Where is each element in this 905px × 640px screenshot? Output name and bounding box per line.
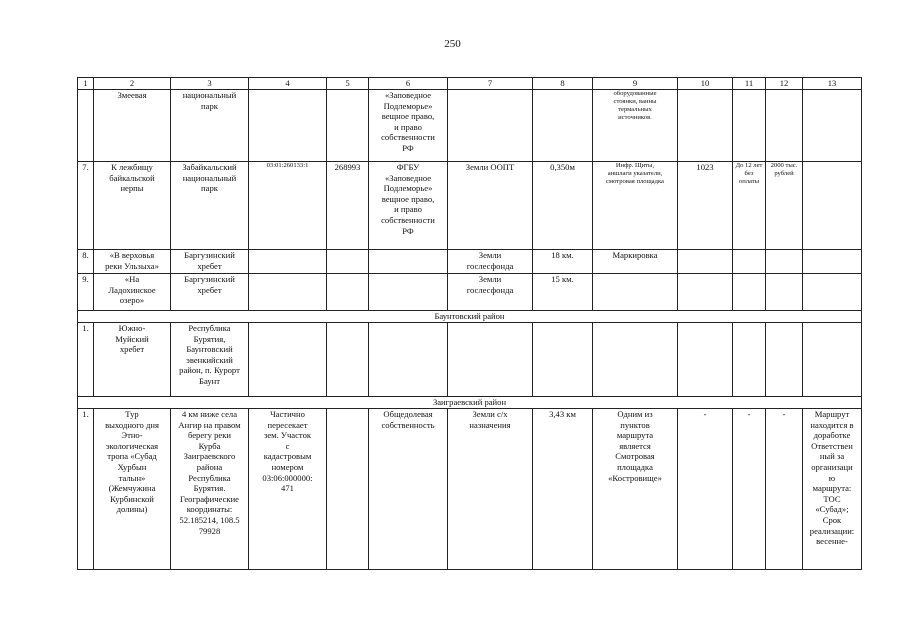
table-row (78, 274, 862, 311)
page-number: 250 (444, 38, 461, 50)
table-row (78, 162, 862, 250)
table-cell: «Заповедное Подлеморье» вещное право, и право собственности РФ (369, 90, 448, 162)
table-cell: национальный парк (171, 90, 249, 162)
table-cell (678, 90, 733, 162)
table-cell (733, 90, 766, 162)
table-cell: Инфр. Щиты, аншлаги указатели, смотровая площадка (593, 162, 678, 250)
header-cell: 11 (733, 78, 766, 90)
table-cell (593, 274, 678, 311)
header-cell: 5 (327, 78, 369, 90)
table-cell: - (766, 409, 803, 570)
header-cell: 7 (448, 78, 533, 90)
table-cell: 7. (78, 162, 94, 250)
table-cell: Баргузинский хребет (171, 274, 249, 311)
table-cell: 03:01:260133:1 (249, 162, 327, 250)
table-cell (733, 274, 766, 311)
table-cell: 9. (78, 274, 94, 311)
table-cell: 8. (78, 250, 94, 274)
header-cell: 10 (678, 78, 733, 90)
table-cell: Баргузинский хребет (171, 250, 249, 274)
header-cell: 4 (249, 78, 327, 90)
table-cell: ФГБУ «Заповедное Подлеморье» вещное право, и право собственности РФ (369, 162, 448, 250)
header-cell: 2 (94, 78, 171, 90)
table-row (78, 250, 862, 274)
table-cell (803, 274, 862, 311)
table-cell: 1. (78, 409, 94, 570)
table-cell (249, 323, 327, 397)
table-row (78, 90, 862, 162)
table-cell: Забайкальский национальный парк (171, 162, 249, 250)
table-cell: - (733, 409, 766, 570)
header-cell: 6 (369, 78, 448, 90)
table-cell: 0,350м (533, 162, 593, 250)
header-cell: 1 (78, 78, 94, 90)
table-cell (803, 250, 862, 274)
header-cell: 13 (803, 78, 862, 90)
table-cell: Земли гослесфонда (448, 274, 533, 311)
table-cell (369, 250, 448, 274)
table-cell: Южно- Муйский хребет (94, 323, 171, 397)
header-row (78, 78, 862, 90)
table-cell: Земли гослесфонда (448, 250, 533, 274)
table-cell: «В верховья реки Ульзыха» (94, 250, 171, 274)
table-cell (678, 323, 733, 397)
table-cell (593, 323, 678, 397)
table-cell (327, 323, 369, 397)
table-cell: Одним из пунктов маршрута является Смотровая площадка «Костровище» (593, 409, 678, 570)
header-cell: 9 (593, 78, 678, 90)
header-cell: 12 (766, 78, 803, 90)
table-cell: К лежбищу байкальской нерпы (94, 162, 171, 250)
table-cell: Общедолевая собственность (369, 409, 448, 570)
table-cell (448, 90, 533, 162)
table-cell (249, 90, 327, 162)
table-cell: 1023 (678, 162, 733, 250)
table-cell (369, 323, 448, 397)
table-cell (678, 250, 733, 274)
table-cell (533, 90, 593, 162)
document-table (77, 77, 862, 570)
table-cell (803, 90, 862, 162)
header-cell: 3 (171, 78, 249, 90)
table-cell: Земли с/х назначения (448, 409, 533, 570)
table-row (78, 409, 862, 570)
table-cell (766, 323, 803, 397)
header-cell: 8 (533, 78, 593, 90)
table-cell: - (678, 409, 733, 570)
table-cell: 268993 (327, 162, 369, 250)
table-cell: оборудованные стоянки, ванны термальных источников. (593, 90, 678, 162)
section-title: Заиграевский район (78, 397, 862, 409)
table-cell (327, 250, 369, 274)
table-cell: «На Ладохинское озеро» (94, 274, 171, 311)
table-cell: 3,43 км (533, 409, 593, 570)
table-cell: Маркировка (593, 250, 678, 274)
table-cell (803, 323, 862, 397)
table-cell (766, 90, 803, 162)
section-title: Баунтовский район (78, 311, 862, 323)
table-cell (533, 323, 593, 397)
table-cell: Частично пересекает зем. Участок с кадастровым номером 03:06:000000: 471 (249, 409, 327, 570)
table-cell (803, 162, 862, 250)
table-cell (733, 250, 766, 274)
table-cell (733, 323, 766, 397)
table-cell (766, 250, 803, 274)
table-cell (327, 409, 369, 570)
table-cell: Тур выходного дня Этно- экологическая тропа «Субад Хурбын талын» (Жемчужина Курбинской долины) (94, 409, 171, 570)
table-cell (78, 90, 94, 162)
table-cell: Маршрут находится в доработке Ответствен ный за организаци ю маршрута: ТОС «Субад»; Срок реализации: весенне- (803, 409, 862, 570)
table-cell (369, 274, 448, 311)
table-cell: Змеевая (94, 90, 171, 162)
table-cell (249, 250, 327, 274)
table-cell: Земли ООПТ (448, 162, 533, 250)
table-cell (249, 274, 327, 311)
table-cell (327, 90, 369, 162)
table-cell: 4 км ниже села Ангир на правом берегу реки Курба Заиграевского района Республика Бурятия. Географические координаты: 52.185214, 108.5 79928 (171, 409, 249, 570)
table-cell: Республика Бурятия, Баунтовский эвенкийский район, п. Курорт Баунт (171, 323, 249, 397)
table-row (78, 323, 862, 397)
table-cell (448, 323, 533, 397)
table-cell: 1. (78, 323, 94, 397)
table-cell (327, 274, 369, 311)
section-row (78, 397, 862, 409)
section-row (78, 311, 862, 323)
table-cell: 15 км. (533, 274, 593, 311)
table-cell: 18 км. (533, 250, 593, 274)
table-cell: До 12 лет без оплаты (733, 162, 766, 250)
table-cell: 2000 тыс. рублей (766, 162, 803, 250)
table-cell (766, 274, 803, 311)
table-cell (678, 274, 733, 311)
